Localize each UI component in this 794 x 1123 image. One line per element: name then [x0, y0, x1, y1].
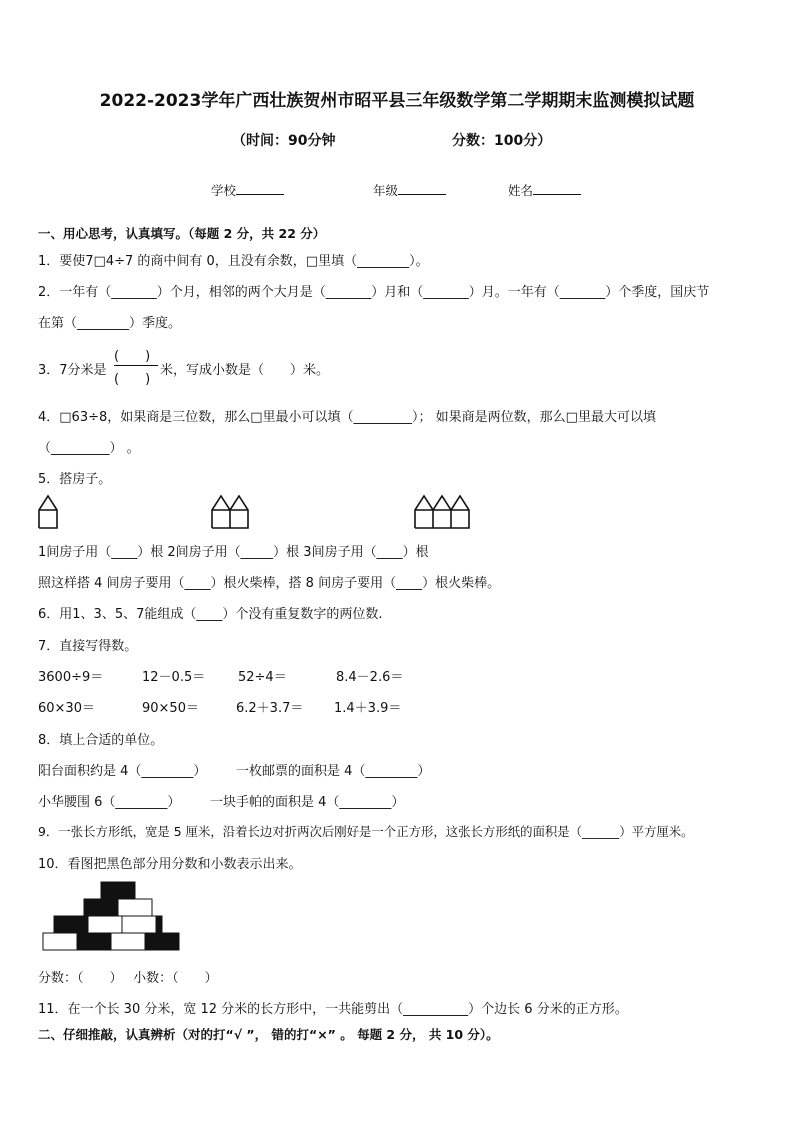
- grade-label: 年级: [373, 183, 399, 198]
- house-3-figure: [412, 494, 472, 530]
- question-3-prefix: 3．7分米是: [38, 363, 107, 378]
- calc-item: 1.4＋3.9＝: [334, 701, 402, 716]
- calc-item: 90×50＝: [142, 701, 199, 716]
- fraction: [114, 345, 158, 387]
- name-field: [508, 181, 581, 199]
- exam-time: （时间：90分钟: [232, 133, 336, 149]
- question-8-a: 阳台面积约是 4（________）: [38, 764, 207, 779]
- school-blank[interactable]: [236, 182, 284, 195]
- question-5-line1: 1间房子用（____）根 2间房子用（_____）根 3间房子用（____）根: [38, 545, 429, 560]
- question-2-line2: 在第（________）季度。: [38, 316, 182, 331]
- fraction-bar: [114, 365, 158, 366]
- calc-item: 60×30＝: [38, 701, 95, 716]
- calc-item: 6.2＋3.7＝: [236, 701, 304, 716]
- question-2-line1: 2．一年有（_______）个月，相邻的两个大月是（_______）月和（_______）月。一年有（_______）个季度，国庆节: [38, 285, 710, 300]
- question-7: 7．直接写得数。: [38, 639, 138, 654]
- name-label: 姓名: [508, 183, 534, 198]
- question-10: 10．看图把黑色部分用分数和小数表示出来。: [38, 857, 302, 872]
- name-blank[interactable]: [533, 182, 581, 195]
- house-2-figure: [209, 494, 255, 530]
- question-10-answer: 分数：（ ） 小数：（ ）: [38, 971, 218, 986]
- question-4-line2: （_________） 。: [38, 441, 140, 456]
- fraction-numerator: ( ): [114, 349, 151, 364]
- question-9: 9．一张长方形纸，宽是 5 厘米，沿着长边对折两次后刚好是一个正方形，这张长方形纸的面积是（______）平方厘米。: [38, 824, 694, 839]
- question-8: 8．填上合适的单位。: [38, 733, 164, 748]
- question-5: 5．搭房子。: [38, 472, 112, 487]
- question-5-line2: 照这样搭 4 间房子要用（____）根火柴棒，搭 8 间房子要用（____）根火柴棒。: [38, 576, 501, 591]
- question-4-line1: 4．□63÷8，如果商是三位数，那么□里最小可以填（_________）； 如果商是两位数，那么□里最大可以填: [38, 410, 656, 425]
- house-1-figure: [36, 494, 62, 530]
- question-6: 6．用1、3、5、7能组成（____）个没有重复数字的两位数.: [38, 607, 383, 622]
- grade-field: [373, 181, 446, 199]
- question-1: 1．要使7□4÷7 的商中间有 0，且没有余数，□里填（________）。: [38, 254, 429, 269]
- question-8-b: 一枚邮票的面积是 4（________）: [236, 764, 431, 779]
- exam-score: 分数：100分）: [452, 133, 552, 149]
- question-8-d: 一块手帕的面积是 4（________）: [210, 795, 405, 810]
- exam-title: 2022-2023学年广西壮族贺州市昭平县三年级数学第二学期期末监测模拟试题: [99, 91, 695, 111]
- calc-item: 52÷4＝: [238, 670, 287, 685]
- calc-item: 3600÷9＝: [38, 670, 104, 685]
- question-3-suffix: 米，写成小数是（ ）米。: [160, 363, 330, 378]
- question-11: 11．在一个长 30 分米，宽 12 分米的长方形中，一共能剪出（__________）个边长 6 分米的正方形。: [38, 1002, 628, 1017]
- question-8-c: 小华腰围 6（________）: [38, 795, 181, 810]
- section2-heading: 二、仔细推敲，认真辨析（对的打“√ ”， 错的打“×” 。 每题 2 分， 共 10 分）。: [38, 1027, 499, 1042]
- fraction-denominator: ( ): [114, 372, 151, 387]
- calc-item: 8.4－2.6＝: [336, 670, 404, 685]
- section1-heading: 一、用心思考，认真填写。（每题 2 分，共 22 分）: [38, 226, 326, 241]
- calc-item: 12－0.5＝: [142, 670, 206, 685]
- school-label: 学校: [211, 183, 237, 198]
- school-field: [211, 181, 284, 199]
- grade-blank[interactable]: [398, 182, 446, 195]
- brick-figure: [40, 880, 182, 954]
